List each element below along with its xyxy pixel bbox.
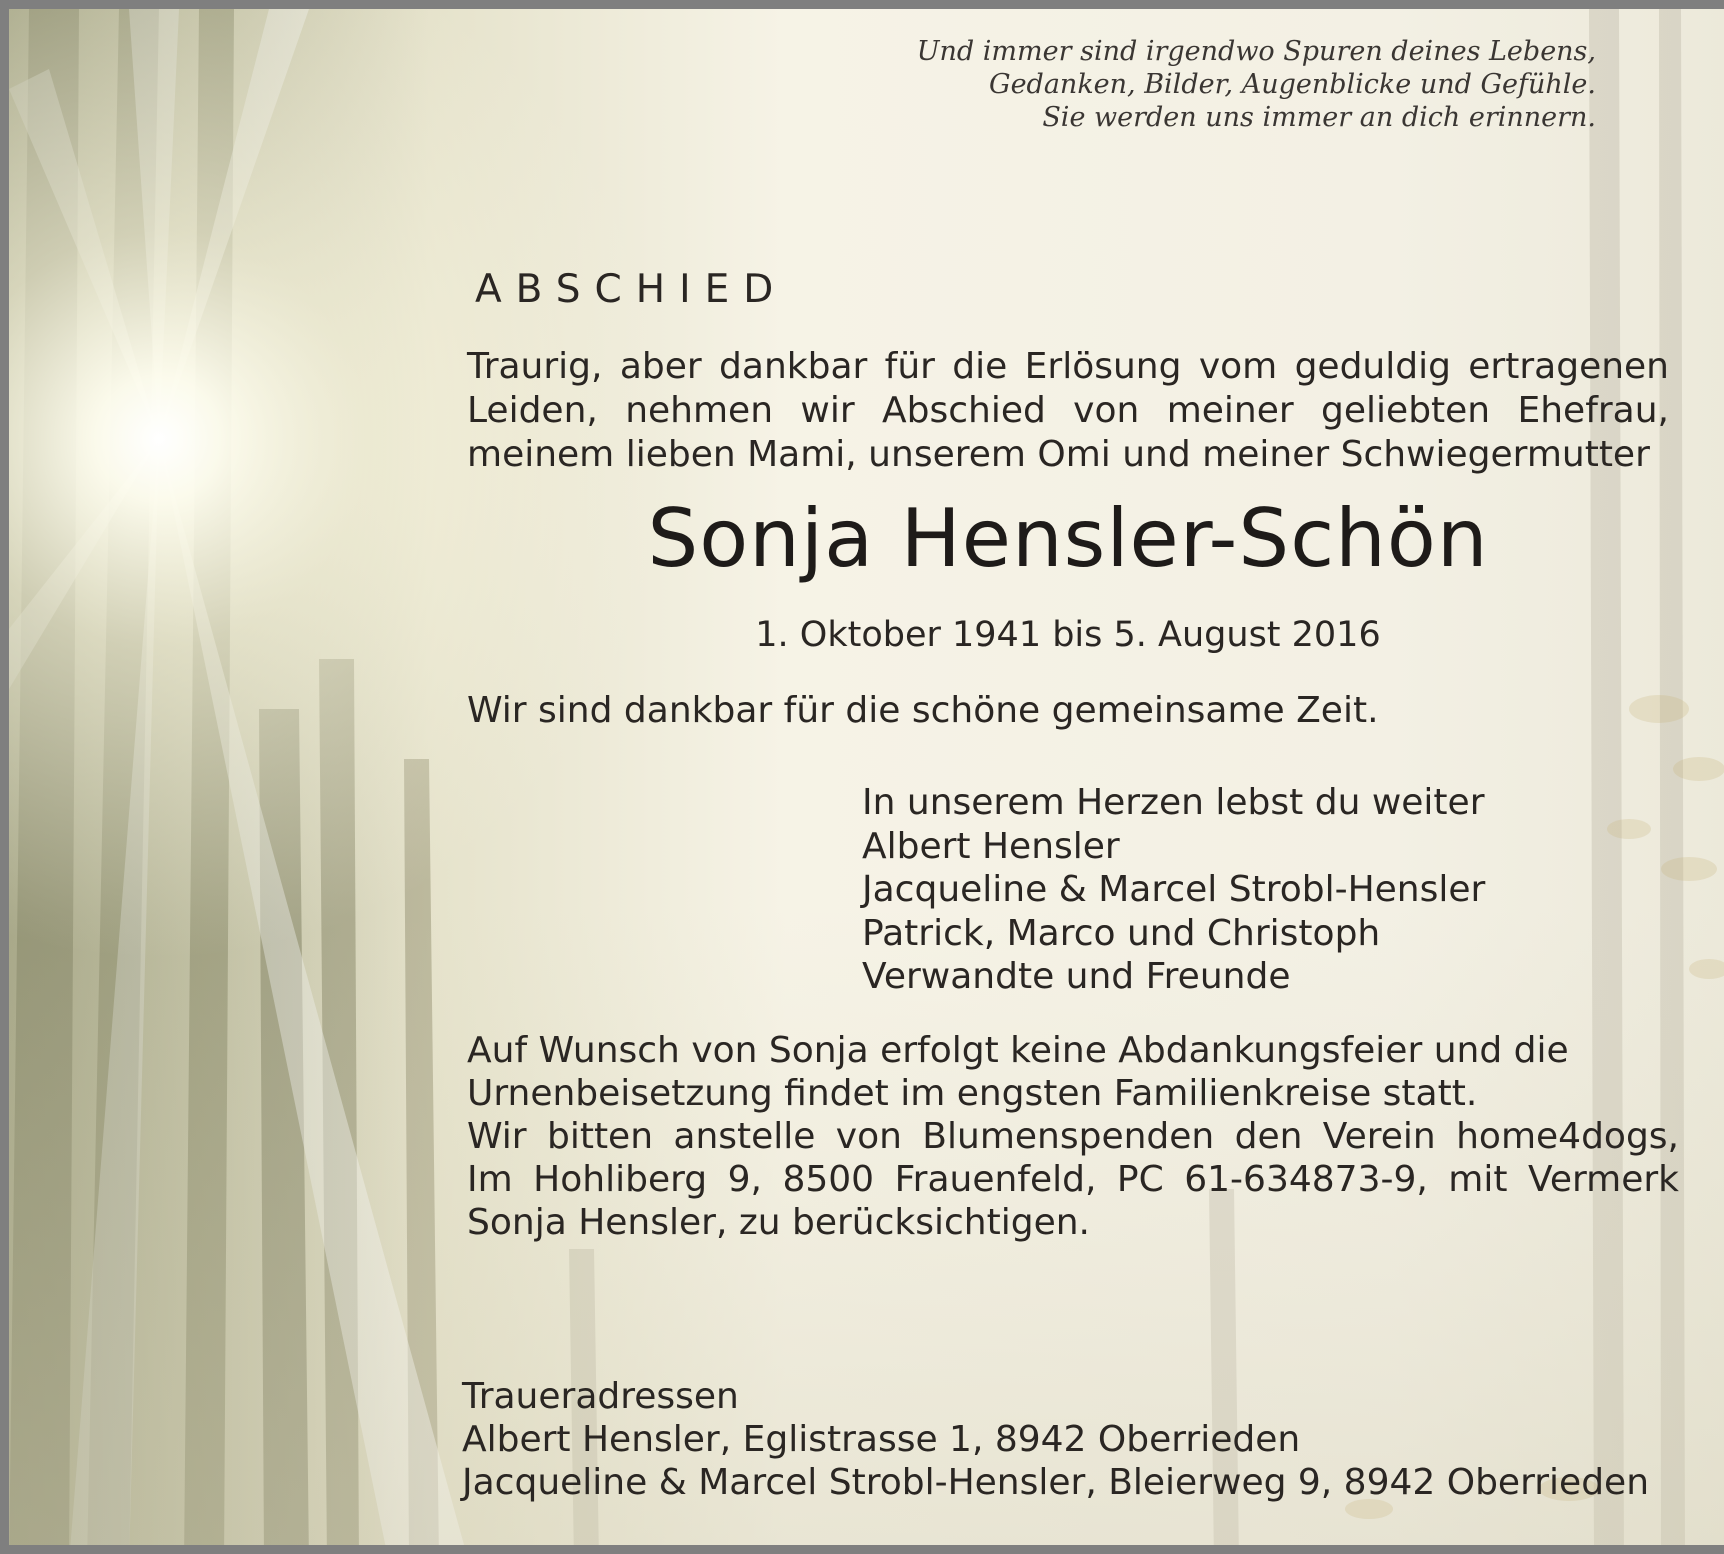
notice-line: Sonja Hensler, zu berücksichtigen. [467,1202,1090,1243]
life-dates: 1. Oktober 1941 bis 5. August 2016 [755,615,1381,655]
notice-line: Auf Wunsch von Sonja erfolgt keine Abdankungsfeier und die [467,1030,1569,1071]
quote-line: Und immer sind irgendwo Spuren deines Lebens, [916,36,1596,67]
address-line: Albert Hensler, Eglistrasse 1, 8942 Oberrieden [462,1419,1301,1460]
mourner-name: Albert Hensler [862,825,1120,867]
heading-abschied: ABSCHIED [475,267,788,312]
mourners-line: In unserem Herzen lebst du weiter [862,782,1485,823]
mourner-name: Verwandte und Freunde [862,956,1291,997]
addresses-title: Traueradressen [462,1376,739,1417]
mourning-addresses [462,1375,1649,1504]
intro-line: Leiden, nehmen wir Abschied von meiner geliebten Ehefrau, [467,390,1669,431]
intro-paragraph [467,345,1669,477]
mourner-name: Jacqueline & Marcel Strobl-Hensler [862,869,1486,910]
quote-line: Sie werden uns immer an dich erinnern. [1042,102,1596,133]
address-line: Jacqueline & Marcel Strobl-Hensler, Bleierweg 9, 8942 Oberrieden [462,1462,1650,1503]
mourners-list [862,781,1485,999]
deceased-name: Sonja Hensler-Schön [647,492,1489,585]
funeral-notice [467,1029,1679,1244]
thanks-line: Wir sind dankbar für die schöne gemeinsame Zeit. [467,690,1379,731]
notice-line: Wir bitten anstelle von Blumenspenden den Verein home4dogs, [467,1116,1679,1157]
epigraph-quote [917,35,1596,134]
mourner-name: Patrick, Marco und Christoph [862,912,1381,954]
notice-line: Urnenbeisetzung findet im engsten Familienkreise statt. [467,1073,1478,1114]
notice-line: Im Hohliberg 9, 8500 Frauenfeld, PC 61-634873-9, mit Vermerk [467,1159,1679,1200]
quote-line: Gedanken, Bilder, Augenblicke und Gefühle. [989,69,1596,100]
intro-line: meinem lieben Mami, unserem Omi und meiner Schwiegermutter [467,434,1650,475]
intro-line: Traurig, aber dankbar für die Erlösung vom geduldig ertragenen [467,346,1669,387]
